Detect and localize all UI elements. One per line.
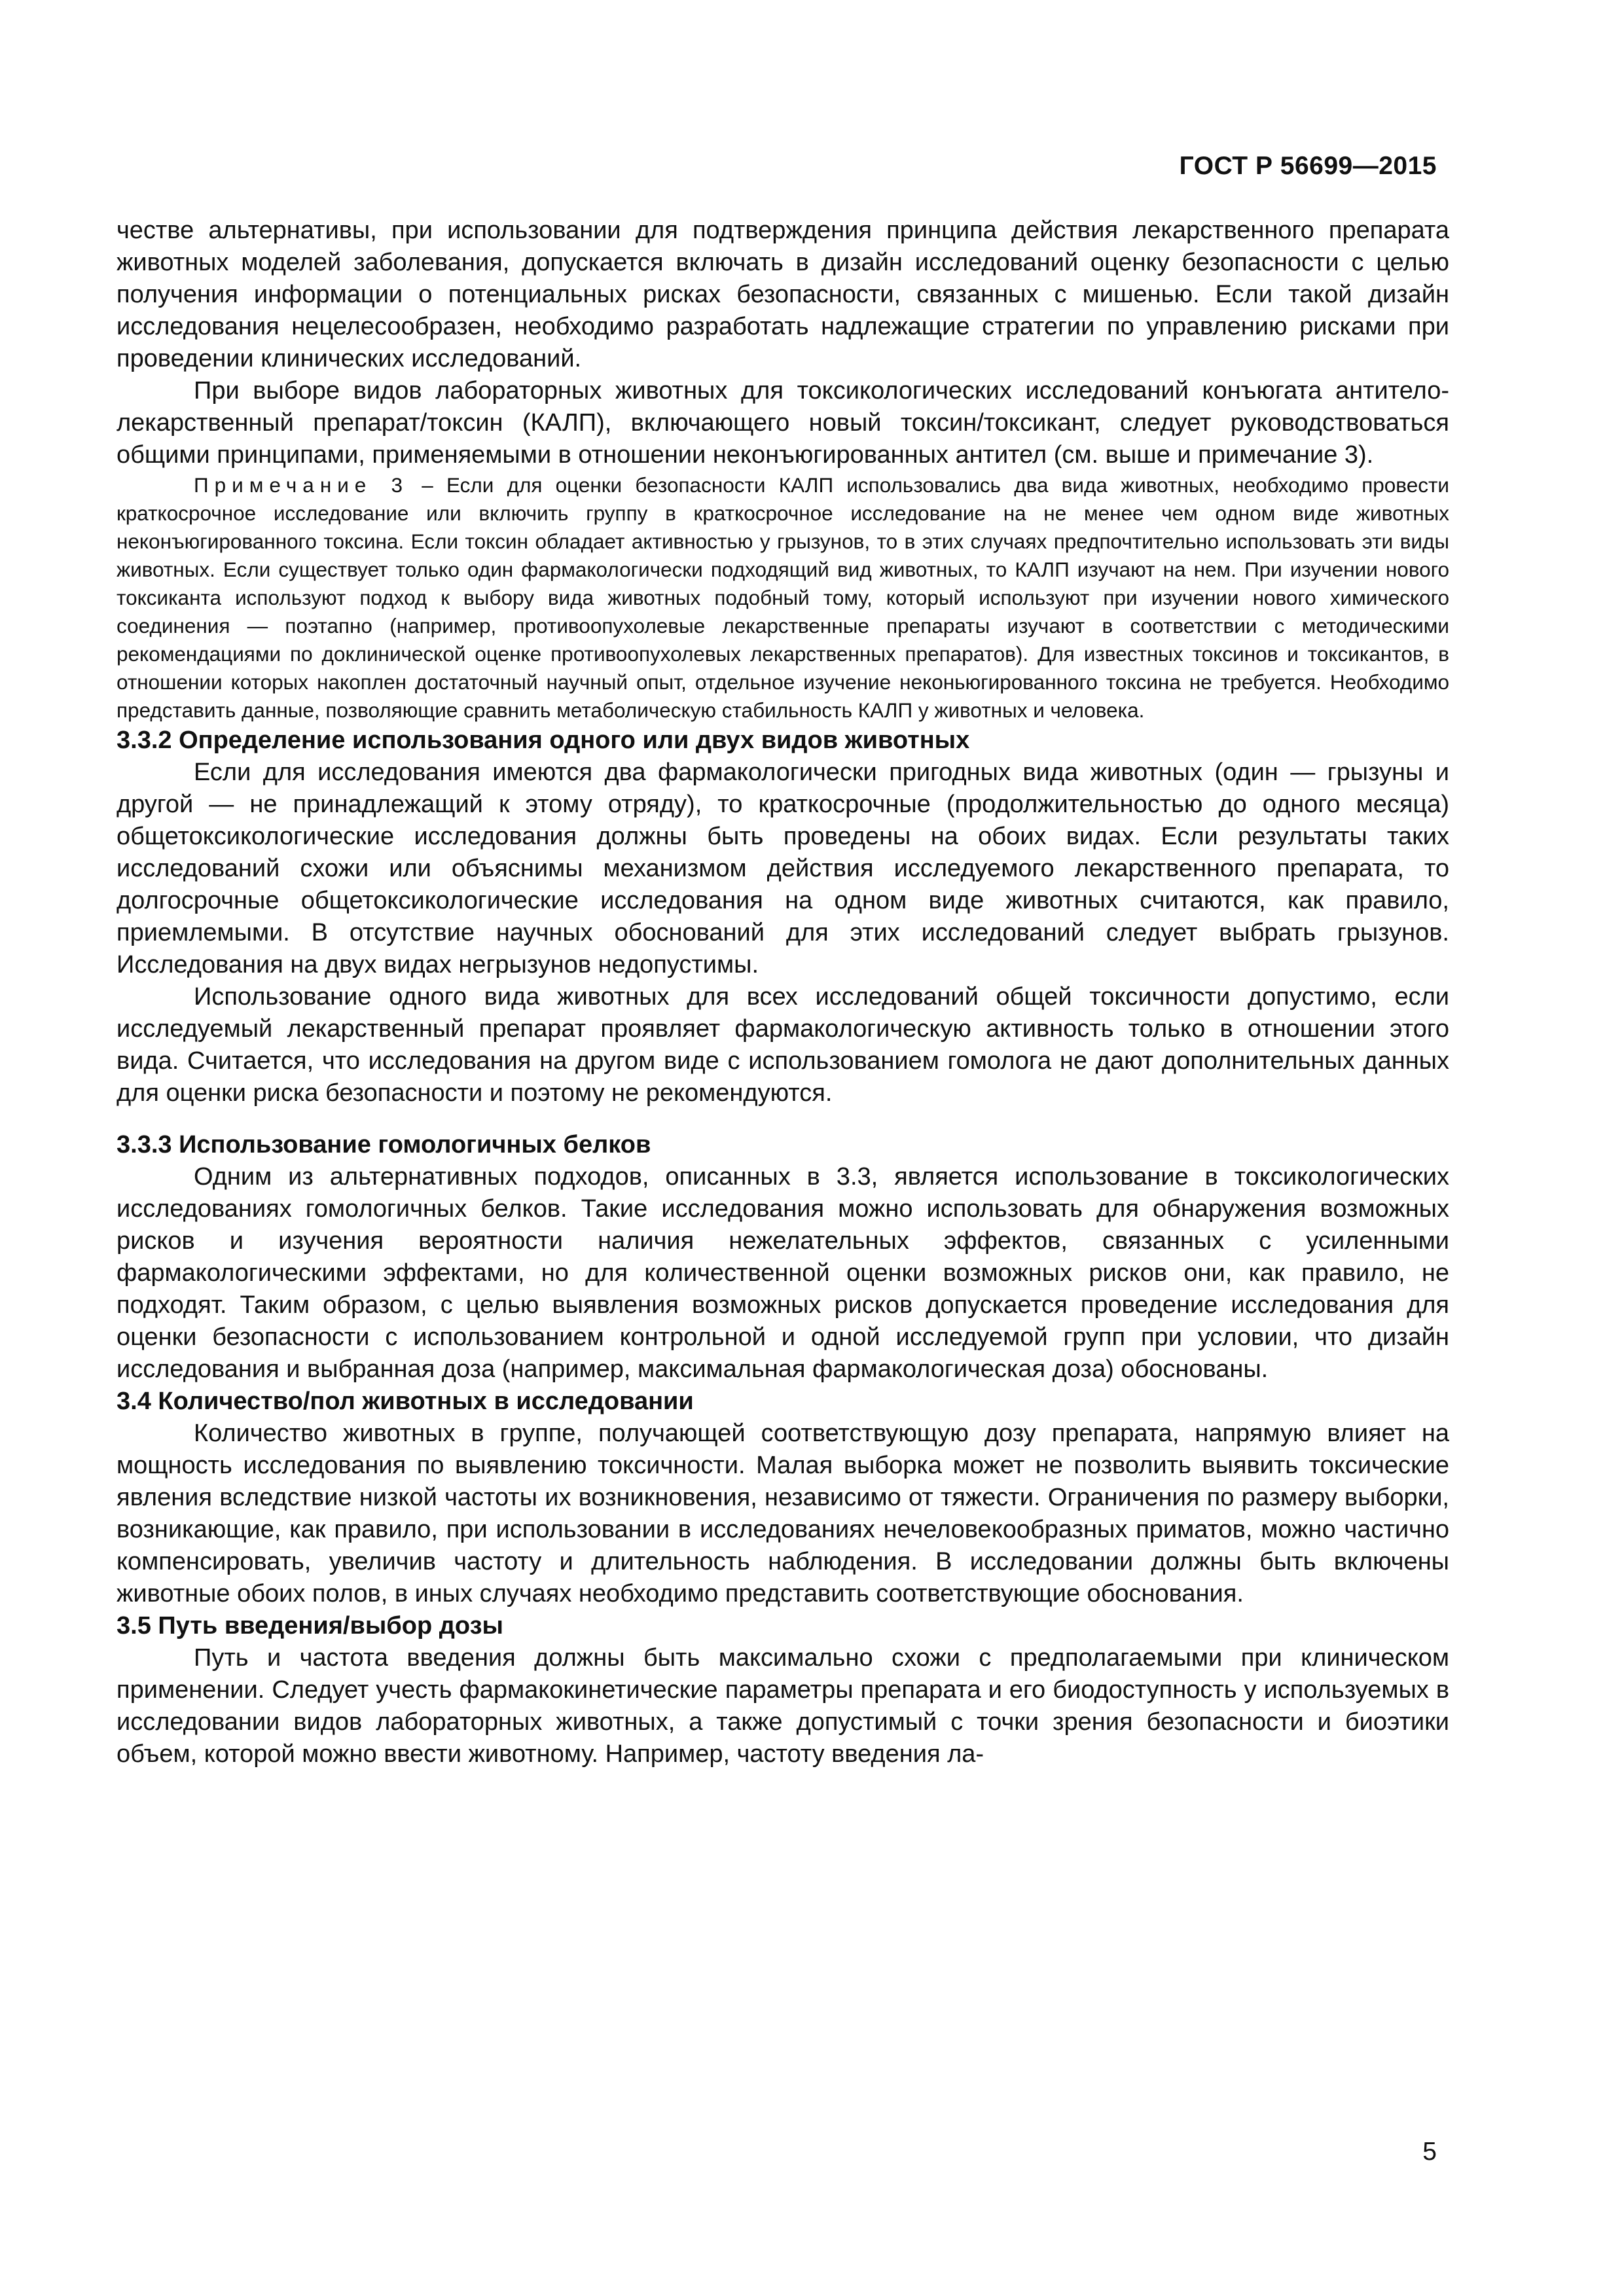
paragraph: Количество животных в группе, получающей соответствующую дозу препарата, напрямую влияет на мощность исследования по выявлению токсичности. Малая выборка может не позволить выявить токсические явления вследствие низкой частоты их возникновения, независимо от тяжести. Ограничения по размеру выборки, возникающие, как правило, при использовании в исследованиях нечеловекообразных приматов, можно частично компенсировать, увеличив частоту и длительность наблюдения. В исследовании должны быть включены животные обоих полов, в иных случаях необходимо представить соответствующие обоснования. [117,1420,1449,1607]
paragraph: Одним из альтернативных подходов, описанных в 3.3, является использование в токсикологических исследованиях гомологичных белков. Такие исследования можно использовать для обнаружения возможных рисков и изучения вероятности наличия нежелательных эффектов, связанных с усиленными фармакологическими эффектами, но для количественной оценки возможных рисков они, как правило, не подходят. Таким образом, с целью выявления возможных рисков допускается проведение исследования для оценки безопасности с использованием контрольной и одной исследуемой групп при условии, что дизайн исследования и выбранная доза (например, максимальная фармакологическая доза) обоснованы. [117,1163,1449,1383]
note-label: Примечание 3 [194,473,409,497]
section-heading-3-3-3: 3.3.3 Использование гомологичных белков [117,1131,651,1158]
document-body [117,215,1449,1770]
section-heading-3-3-2: 3.3.2 Определение использования одного или двух видов животных [117,726,970,754]
paragraph: Если для исследования имеются два фармакологически пригодных вида животных (один — грызуны и другой — не принадлежащий к этому отряду), то краткосрочные (продолжительностью до одного месяца) общетоксикологические исследования должны быть проведены на обоих видах. Если результаты таких исследований схожи или объяснимы механизмом действия исследуемого лекарственного препарата, то долгосрочные общетоксикологические исследования на одном виде животных считаются, как правило, приемлемыми. В отсутствие научных обоснований для этих исследований следует выбрать грызунов. Исследования на двух видах негрызунов недопустимы. [117,759,1449,978]
paragraph: При выборе видов лабораторных животных для токсикологических исследований конъюгата антитело-лекарственный препарат/токсин (КАЛП), включающего новый токсин/токсикант, следует руководствоваться общими принципами, применяемыми в отношении неконъюгированных антител (см. выше и примечание 3). [117,377,1449,469]
paragraph: честве альтернативы, при использовании для подтверждения принципа действия лекарственного препарата животных моделей заболевания, допускается включать в дизайн исследований оценку безопасности с целью получения информации о потенциальных рисках безопасности, связанных с мишенью. Если такой дизайн исследования нецелесообразен, необходимо разработать надлежащие стратегии по управлению рисками при проведении клинических исследований. [117,217,1449,372]
note-3 [117,471,1449,725]
section-heading-3-5: 3.5 Путь введения/выбор дозы [117,1612,503,1640]
page-number: 5 [1422,2138,1437,2166]
paragraph: Использование одного вида животных для всех исследований общей токсичности допустимо, если исследуемый лекарственный препарат проявляет фармакологическую активность только в отношении этого вида. Считается, что исследования на другом виде с использованием гомолога не дают дополнительных данных для оценки риска безопасности и поэтому не рекомендуются. [117,983,1449,1107]
document-id-header: ГОСТ Р 56699—2015 [1179,152,1437,180]
paragraph: Путь и частота введения должны быть максимально схожи с предполагаемыми при клиническом применении. Следует учесть фармакокинетические параметры препарата и его биодоступность у используемых в исследовании видов лабораторных животных, а также допустимый с точки зрения безопасности и биоэтики объем, которой можно ввести животному. Например, частоту введения ла- [117,1644,1449,1768]
note-text: – Если для оценки безопасности КАЛП использовались два вида животных, необходимо провести краткосрочное исследование или включить группу в краткосрочное исследование на не менее чем одном виде животных неконъюгированного токсина. Если токсин обладает активностью у грызунов, то в этих случаях предпочтительно использовать эти виды животных. Если существует только один фармакологически подходящий вид животных, то КАЛП изучают на нем. При изучении нового токсиканта используют подход к выбору вида животных подобный тому, который используют при изучении нового химического соединения — поэтапно (например, противоопухолевые лекарственные препараты изучают в соответствии с методическими рекомендациями по доклинической оценке противоопухолевых лекарственных препаратов). Для известных токсинов и токсикантов, в отношении которых накоплен достаточный научный опыт, отдельное изучение неконьюгированного токсина не требуется. Необходимо представить данные, позволяющие сравнить метаболическую стабильность КАЛП у животных и человека. [117,473,1449,722]
section-heading-3-4: 3.4 Количество/пол животных в исследовании [117,1388,694,1415]
